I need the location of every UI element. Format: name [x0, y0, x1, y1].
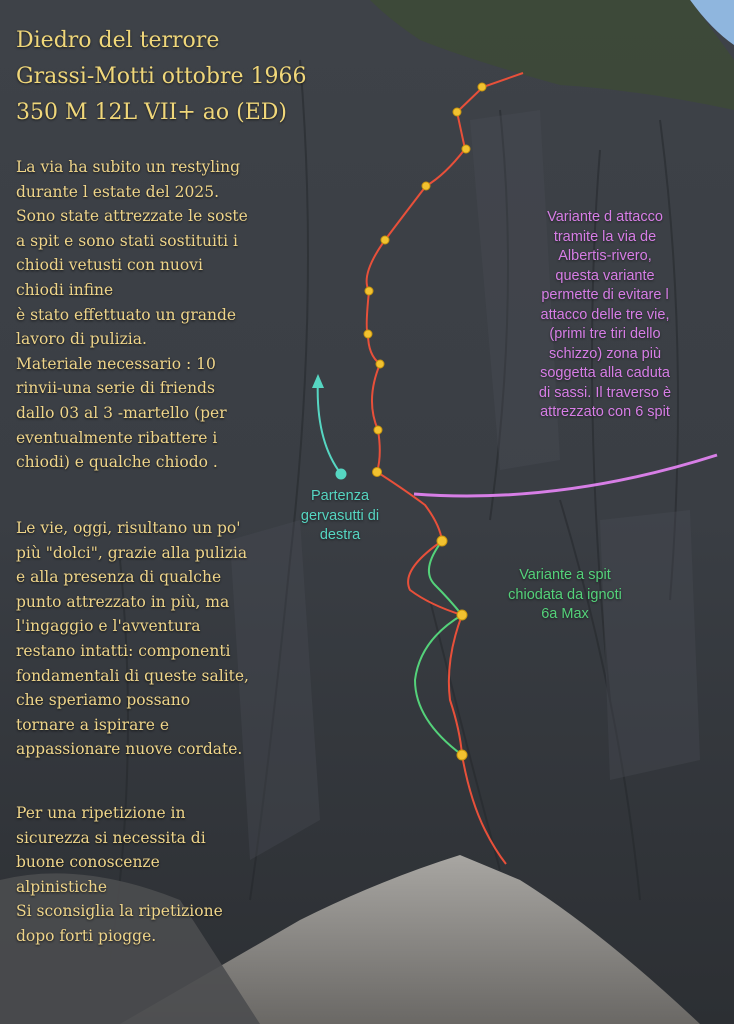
belay-dot: [462, 145, 470, 153]
text-line: dopo forti piogge.: [16, 926, 157, 945]
note-line: (primi tre tiri dello: [549, 326, 661, 342]
note-line: soggetta alla caduta: [540, 365, 670, 381]
belay-dot: [437, 536, 447, 546]
text-line: appassionare nuove cordate.: [16, 740, 243, 759]
description-paragraph-2: [16, 516, 286, 762]
note-line: Albertis-rivero,: [558, 248, 652, 264]
text-line: sicurezza si necessita di: [16, 828, 206, 847]
text-line: tornare a ispirare e: [16, 715, 169, 734]
text-line: alpinistiche: [16, 877, 107, 896]
belay-dot: [376, 360, 384, 368]
note-line: tramite la via de: [553, 228, 657, 245]
text-line: a spit e sono stati sostituiti i: [16, 231, 238, 250]
route-first-ascent: Grassi-Motti ottobre 1966: [16, 64, 307, 89]
description-paragraph-1: [16, 155, 286, 475]
belay-dot: [373, 468, 382, 477]
belay-dot: [365, 287, 373, 295]
start-point: [336, 469, 347, 480]
note-line: Variante d attacco: [547, 209, 663, 225]
note-line: Variante a spit: [519, 567, 611, 583]
gervasutti-start-note: [280, 487, 400, 546]
variant-spit-note: [485, 566, 645, 625]
belay-dot: [364, 330, 372, 338]
text-line: restano intatti: componenti: [16, 641, 231, 660]
text-line: che speriamo possano: [16, 691, 191, 710]
variant-attack-note: [505, 208, 705, 423]
note-line: attacco delle tre vie,: [540, 306, 670, 323]
text-line: eventualmente ribattere i: [16, 428, 218, 447]
belay-dot: [422, 182, 430, 190]
belay-dot: [374, 426, 382, 434]
note-line: questa variante: [555, 267, 655, 284]
text-line: La via ha subito un restyling: [16, 158, 241, 176]
note-line: attrezzato con 6 spit: [540, 404, 670, 420]
text-line: Per una ripetizione in: [16, 804, 186, 822]
note-line: gervasutti di: [300, 507, 380, 524]
text-line: dallo 03 al 3 -martello (per: [16, 403, 227, 422]
note-line: chiodata da ignoti: [508, 586, 622, 603]
text-line: Si sconsiglia la ripetizione: [16, 902, 223, 921]
route-title: Diedro del terrore: [16, 28, 220, 53]
text-line: Sono state attrezzate le soste: [16, 207, 248, 226]
text-line: e alla presenza di qualche: [16, 568, 222, 587]
belay-dot: [381, 236, 389, 244]
text-line: rinvii-una serie di friends: [16, 379, 215, 398]
text-line: durante l estate del 2025.: [16, 182, 220, 201]
route-grade: 350 M 12L VII+ ao (ED): [16, 100, 288, 125]
text-line: Le vie, oggi, risultano un po': [16, 519, 241, 537]
note-line: Partenza: [310, 488, 370, 504]
belay-dot: [478, 83, 486, 91]
text-line: chiodi vetusti con nuovi: [16, 256, 203, 275]
note-line: 6a Max: [541, 606, 589, 622]
note-line: di sassi. Il traverso è: [538, 384, 672, 401]
belay-dot: [457, 750, 467, 760]
note-line: destra: [319, 527, 361, 543]
note-line: permette di evitare l: [541, 287, 669, 303]
belay-dot: [457, 610, 467, 620]
text-line: più "dolci", grazie alla pulizia: [16, 543, 248, 562]
text-line: chiodi) e qualche chiodo .: [16, 453, 218, 472]
description-paragraph-3: [16, 801, 286, 949]
text-line: è stato effettuato un grande: [16, 305, 237, 324]
text-line: l'ingaggio e l'avventura: [16, 617, 201, 636]
text-line: Materiale necessario : 10: [16, 354, 216, 373]
note-line: schizzo) zona più: [548, 345, 662, 362]
text-line: chiodi infine: [16, 280, 114, 299]
text-line: buone conoscenze: [16, 853, 160, 872]
text-line: fondamentali di queste salite,: [16, 666, 249, 685]
text-line: punto attrezzato in più, ma: [16, 592, 230, 611]
text-line: lavoro di pulizia.: [16, 330, 147, 349]
belay-dot: [453, 108, 461, 116]
